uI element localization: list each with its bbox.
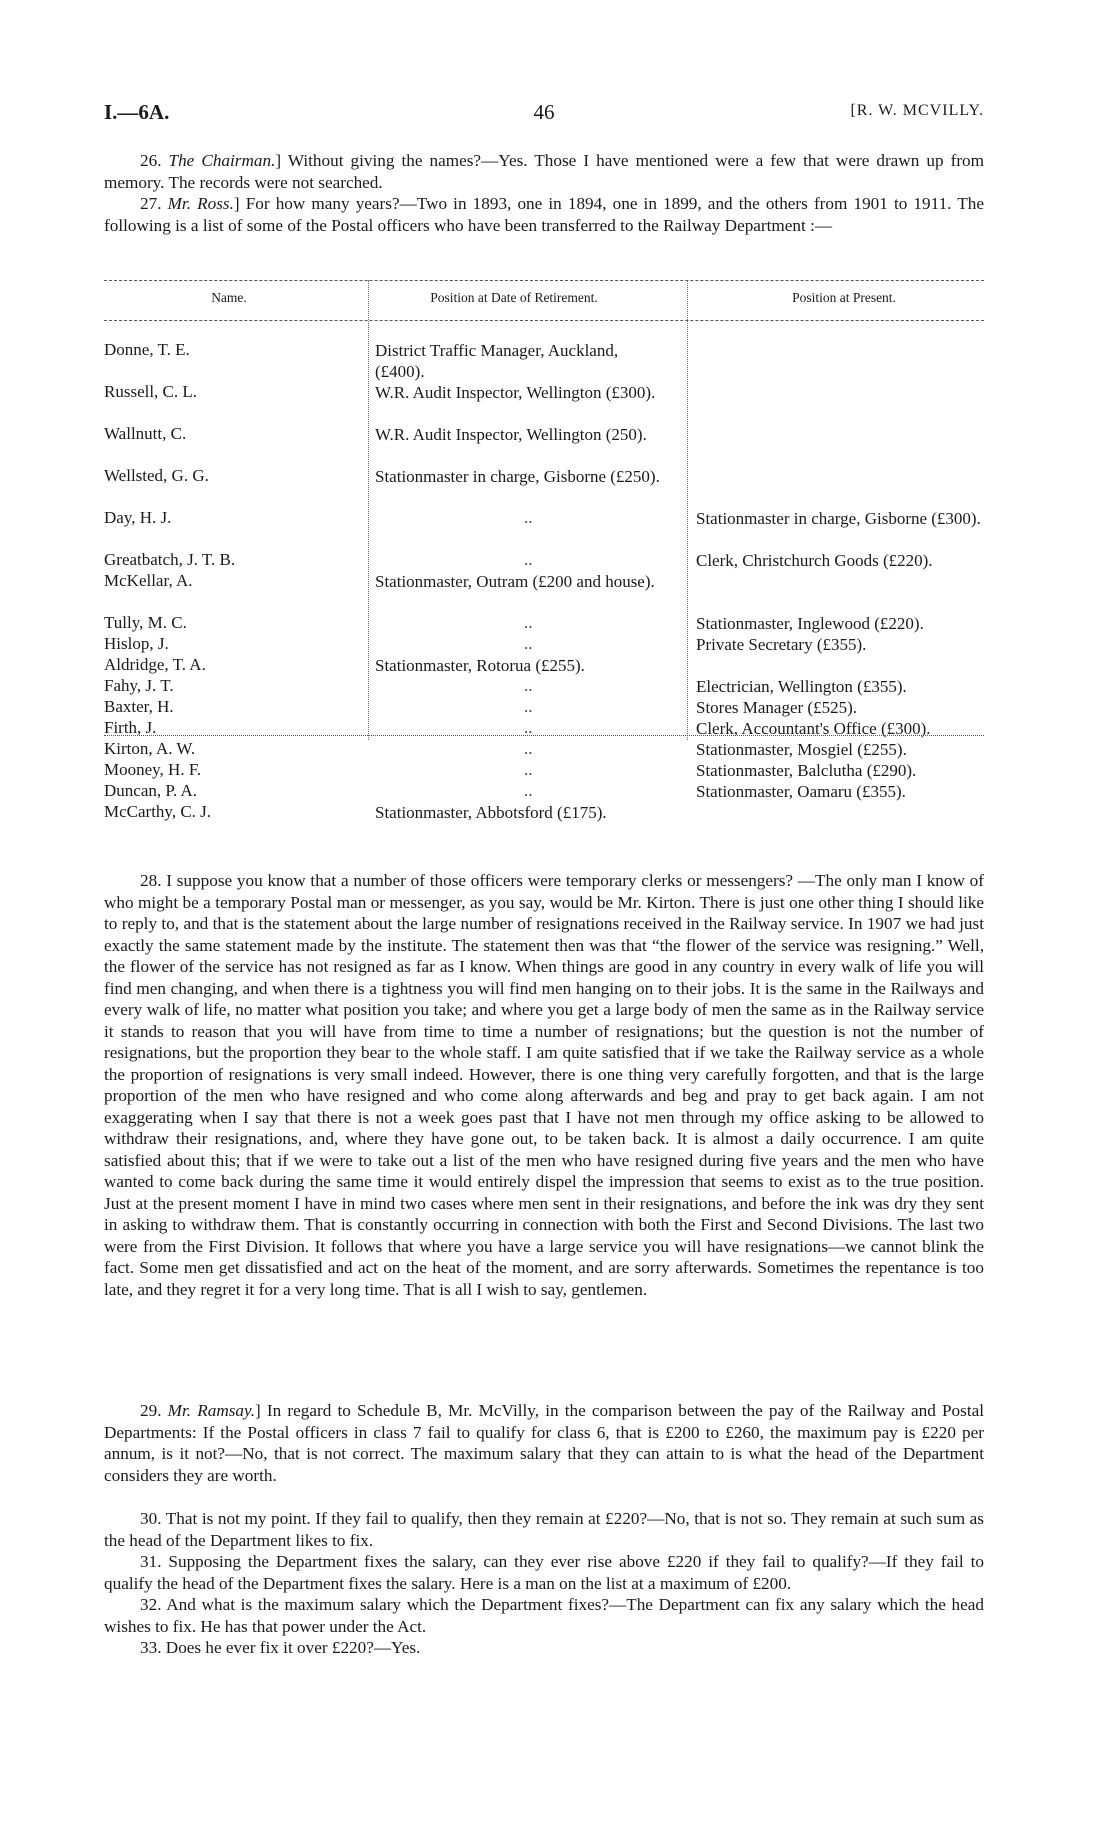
position-at-retirement: Stationmaster, Abbotsford (£175).	[375, 803, 607, 822]
position-at-retirement: W.R. Audit Inspector, Wellington (250).	[375, 425, 647, 444]
officer-name: Greatbatch, J. T. B.	[104, 550, 236, 569]
officer-name: Day, H. J.	[104, 508, 172, 527]
position-at-retirement: ..	[524, 676, 533, 695]
position-at-retirement: ..	[524, 697, 533, 716]
position-at-retirement: District Traffic Manager, Auckland, (£400).	[375, 341, 619, 381]
position-at-retirement: W.R. Audit Inspector, Wellington (£300).	[375, 383, 656, 402]
witness-name: [R. W. MCVILLY.	[850, 102, 984, 119]
officer-name: Aldridge, T. A.	[104, 655, 206, 674]
position-at-retirement: Stationmaster in charge, Gisborne (£250).	[375, 467, 660, 486]
position-at-retirement: ..	[524, 760, 533, 779]
position-at-present: Electrician, Wellington (£355).	[696, 677, 907, 696]
paragraph-28: 28. I suppose you know that a number of those officers were temporary clerks or messengers? —The only man I know of who might be a temporary Postal man or messenger, as you say, would be Mr. Kirton. There is just one other thing I should like to reply to, and that is the statement about the large number of resignations received in the Railway service. In 1907 we had just exactly the same statement made by the institute. The statement then was that “the flower of the service was resigning.” Well, the flower of the service has not resigned as far as I know. When things are good in any country in every walk of life you will find men changing, and when there is a tightness you will find men hanging on to their jobs. It is the same in the Railways and every walk of life, no matter what position you take; and where you get a large body of men the same as in the Railway service it stands to reason that you will have from time to time a number of resignations; but the question is not the number of resignations, but the proportion they bear to the whole staff. I am quite satisfied that if we take the Railway service as a whole the proportion of resignations is very small indeed. However, there is one thing very carefully forgotten, and that is the large proportion of the men who have resigned and who come along afterwards and beg and pray to get back again. I am not exaggerating when I say that there is not a week goes past that I have not men through my office asking to be allowed to withdraw their resignations, and, where they have gone out, to be taken back. It is almost a daily occurrence. I am quite satisfied about this; that if we were to take out a list of the men who have resigned during five years and the men who have wanted to come back during the same time it would entirely dispel the impression that seems to exist as to the true position. Just at the present moment I have in mind two cases where men sent in their resignations, and before the ink was dry they sent in asking to withdraw them. That is constantly occurring in connection with both the First and Second Divisions. The last two were from the First Division. It follows that where you have a large service you will have resignations—we cannot blink the fact. Some men get dissatisfied and act on the heat of the moment, and are sorry afterwards. Sometimes the repentance is too late, and they regret it for a very long time. That is all I wish to say, gentlemen.	[104, 871, 984, 1299]
table-top-rule	[104, 280, 984, 281]
paragraph-33: 33. Does he ever fix it over £220?—Yes.	[140, 1638, 421, 1657]
paragraph-26: 26. The Chairman.] Without giving the names?—Yes. Those I have mentioned were a few that were drawn up from memory. The records were not searched.	[104, 151, 985, 192]
position-at-present: Stationmaster, Inglewood (£220).	[696, 614, 924, 633]
position-at-present: Stationmaster, Mosgiel (£255).	[696, 740, 907, 759]
officer-name: Russell, C. L.	[104, 382, 198, 401]
position-at-retirement: ..	[524, 550, 533, 569]
position-at-present: Clerk, Christchurch Goods (£220).	[696, 551, 933, 570]
officer-name: Donne, T. E.	[104, 340, 190, 359]
table-bottom-rule	[104, 735, 984, 736]
paragraph-31: 31. Supposing the Department fixes the salary, can they ever rise above £220 if they fail to qualify?—If they fail to qualify the head of the Department fixes the salary. Here is a man on the list at a maximum of £200.	[104, 1552, 984, 1593]
paragraph-30: 30. That is not my point. If they fail to qualify, then they remain at £220?—No, that is not so. They remain at such sum as the head of the Department likes to fix.	[104, 1509, 984, 1550]
officer-name: Mooney, H. F.	[104, 760, 202, 779]
position-at-present: Stores Manager (£525).	[696, 698, 857, 717]
officer-name: Hislop, J.	[104, 634, 169, 653]
position-at-retirement: Stationmaster, Rotorua (£255).	[375, 656, 585, 675]
header-name: Name.	[211, 290, 247, 305]
position-at-retirement: ..	[524, 508, 533, 527]
column-divider	[368, 280, 369, 740]
page-header	[104, 100, 984, 130]
position-at-present: Private Secretary (£355).	[696, 635, 867, 654]
table-header-rule	[104, 320, 984, 321]
position-at-present: Clerk, Accountant's Office (£300).	[696, 719, 931, 738]
paragraph-32: 32. And what is the maximum salary which the Department fixes?—The Department can fix any salary which the head wishes to fix. He has that power under the Act.	[104, 1595, 984, 1636]
paragraph-27: 27. Mr. Ross.] For how many years?—Two in 1893, one in 1894, one in 1899, and the others from 1901 to 1911. The following is a list of some of the Postal officers who have been transferred to the Railway Department :—	[104, 194, 984, 235]
position-at-present: Stationmaster, Balclutha (£290).	[696, 761, 917, 780]
position-at-retirement: ..	[524, 613, 533, 632]
officer-name: McCarthy, C. J.	[104, 802, 212, 821]
speaker-label: The Chairman.	[168, 151, 276, 170]
position-at-present: Stationmaster, Oamaru (£355).	[696, 782, 906, 801]
officer-name: Duncan, P. A.	[104, 781, 198, 800]
officer-name: Firth, J.	[104, 718, 157, 737]
position-at-retirement: ..	[524, 634, 533, 653]
officer-name: Fahy, J. T.	[104, 676, 174, 695]
officer-name: Tully, M. C.	[104, 613, 187, 632]
officer-name: Wellsted, G. G.	[104, 466, 209, 485]
paragraph-29: 29. Mr. Ramsay.] In regard to Schedule B, Mr. McVilly, in the comparison between the pay of the Railway and Postal Departments: If the Postal officers in class 7 fail to qualify for class 6, that is £200 to £260, the maximum pay is £220 per annum, is it not?—No, that is not correct. The maximum salary that they can attain to is what the head of the Department considers they are worth.	[104, 1401, 985, 1485]
officer-name: Kirton, A. W.	[104, 739, 196, 758]
officer-name: Baxter, H.	[104, 697, 174, 716]
officer-name: McKellar, A.	[104, 571, 193, 590]
header-retirement: Position at Date of Retirement.	[430, 290, 598, 305]
officer-name: Wallnutt, C.	[104, 424, 187, 443]
position-at-retirement: ..	[524, 781, 533, 800]
position-at-present: Stationmaster in charge, Gisborne (£300).	[696, 509, 981, 528]
header-present: Position at Present.	[792, 290, 896, 305]
position-at-retirement: ..	[524, 739, 533, 758]
position-at-retirement: ..	[524, 718, 533, 737]
column-divider	[687, 280, 688, 740]
position-at-retirement: Stationmaster, Outram (£200 and house).	[375, 572, 655, 591]
speaker-label: Mr. Ross.	[167, 194, 234, 213]
parliamentary-paper-reference: I.—6A.	[104, 100, 170, 124]
page-number: 46	[533, 100, 555, 124]
speaker-label: Mr. Ramsay.	[167, 1401, 256, 1420]
